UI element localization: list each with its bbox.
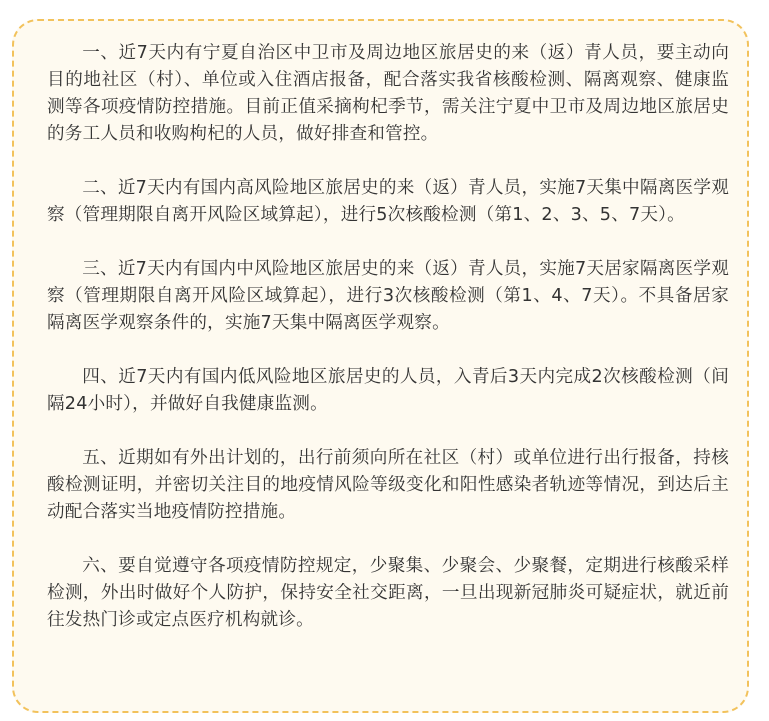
- paragraph-2: 二、近7天内有国内高风险地区旅居史的来（返）青人员，实施7天集中隔离医学观察（管理期限自离开风险区域算起），进行5次核酸检测（第1、2、3、5、7天）。: [47, 178, 729, 225]
- notice-box: [12, 19, 749, 713]
- paragraph-3: 三、近7天内有国内中风险地区旅居史的来（返）青人员，实施7天居家隔离医学观察（管理期限自离开风险区域算起），进行3次核酸检测（第1、4、7天）。不具备居家隔离医学观察条件的，实施7天集中隔离医学观察。: [47, 259, 729, 333]
- paragraph-1: 一、近7天内有宁夏自治区中卫市及周边地区旅居史的来（返）青人员，要主动向目的地社区（村）、单位或入住酒店报备，配合落实我省核酸检测、隔离观察、健康监测等各项疫情防控措施。目前正值采摘枸杞季节，需关注宁夏中卫市及周边地区旅居史的务工人员和收购枸杞的人员，做好排查和管控。: [47, 43, 729, 144]
- paragraph-5: 五、近期如有外出计划的，出行前须向所在社区（村）或单位进行出行报备，持核酸检测证明，并密切关注目的地疫情风险等级变化和阳性感染者轨迹等情况，到达后主动配合落实当地疫情防控措施。: [47, 448, 729, 522]
- paragraph-6: 六、要自觉遵守各项疫情防控规定，少聚集、少聚会、少聚餐，定期进行核酸采样检测，外出时做好个人防护，保持安全社交距离，一旦出现新冠肺炎可疑症状，就近前往发热门诊或定点医疗机构就诊。: [47, 556, 729, 630]
- paragraph-4: 四、近7天内有国内低风险地区旅居史的人员，入青后3天内完成2次核酸检测（间隔24小时），并做好自我健康监测。: [47, 367, 729, 414]
